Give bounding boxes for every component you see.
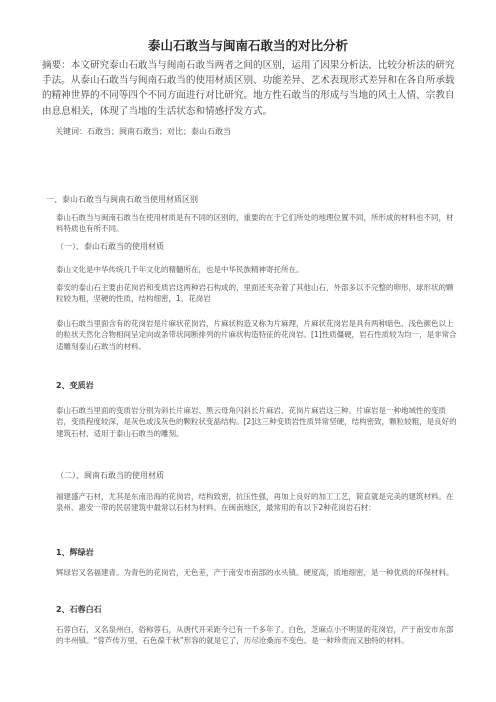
subsection-1-1-paragraph-2 <box>42 282 458 305</box>
item-b-paragraph <box>42 624 458 647</box>
paragraph: 福建盛产石材，尤其是东南沿海的花岗岩，结构致密，抗压性强，再加上良好的加工工艺，简直就是完美的建筑材料。在泉州、惠安一带的民居建筑中最常以石材为材料。在闽南地区，最常用的有以下2种花岗岩石材： <box>56 492 454 513</box>
paragraph: 泰安的泰山石主要由花岗岩和变质岩这两种岩石构成的，里面还夹杂着了其他山石，外部多以不完整的卵形，球形状的颗粒较为粗，坚硬的性质，结构细密，1、花岗岩 <box>56 283 454 304</box>
paragraph: 石蓉白石，又名泉州白，俗称蓉石，从唐代开采距今已有一千多年了。白色，芝麻点小不明显的花岗岩，产于南安市东部的丰州镇。“蓉芦传万里，石色葆千秋”形容的就是它了，历尽沧桑而不变色。是一种珍贵而又独特的材料。 <box>56 625 454 646</box>
paragraph: 泰山石敢当与闽南石敢当在使用材质是有不同的区别的，重要的在于它们所处的地理位置不同，所形成的材料也不同，材料特质也有所不同。 <box>56 213 454 234</box>
subsection-1-1 <box>42 241 458 253</box>
item-b-heading-block <box>42 604 458 616</box>
document-title: 泰山石敢当与闽南石敢当的对比分析 <box>147 38 348 53</box>
subsection-1-2 <box>42 470 458 482</box>
keywords: 关键词：石敢当；闽南石敢当；对比；泰山石敢当 <box>55 127 231 136</box>
subsection-1-1-heading: （一）、泰山石敢当的使用材质 <box>56 242 164 251</box>
paragraph: 泰山石敢当里面的变质岩分别为斜长片麻岩、黑云母角闪斜长片麻岩、花岗片麻岩这三种。片麻岩是一种地域性的变质岩，变质程度较深，是灰色或浅灰色的颗粒状变晶结构。[2]这三种变质岩性质异常坚硬，结构密致，颗粒较粗，是良好的建筑石材，适用于泰山石敢当的雕刻。 <box>56 406 457 438</box>
section-1-heading: 一、泰山石敢当与闽南石敢当使用材质区别 <box>46 195 198 204</box>
section-1 <box>42 194 458 206</box>
item-a-heading-block <box>42 547 458 559</box>
item-2-heading: 2、变质岩 <box>56 381 94 390</box>
item-2-paragraph <box>42 405 458 439</box>
item-b-heading: 2、石蓉白石 <box>56 605 102 614</box>
item-a-heading: 1、辉绿岩 <box>56 548 94 557</box>
section-1-paragraph <box>42 212 458 235</box>
paragraph: 辉绿岩又名福建青。为青色的花岗岩，无色差，产于南安市南部的水头镇。硬度高，质地细密，是一种优质的环保材料。 <box>56 568 454 577</box>
item-2-heading-block <box>42 380 458 392</box>
abstract: 摘要：本文研究泰山石敢当与闽南石敢当两者之间的区别，运用了因果分析法、比较分析法的研究手法。从泰山石敢当与闽南石敢当的使用材质区别、功能差异、艺术表现形式差异和在各自所承载的精神世界的不同等四个不同方面进行对比研究。地方性石敢当的形成与当地的风土人情、宗教自由息息相关，体现了当地的生活状态和情感抒发方式。 <box>42 60 455 117</box>
subsection-1-2-paragraph <box>42 491 458 514</box>
subsection-1-1-paragraph-1 <box>42 264 458 275</box>
item-a-paragraph <box>42 567 458 578</box>
subsection-1-2-heading: （二）、闽南石敢当的使用材质 <box>56 471 164 480</box>
paragraph: 泰山文化是中华传统几千年文化的精髓所在，也是中华民族精神寄托所在。 <box>56 265 304 274</box>
subsection-1-1-paragraph-3 <box>42 318 458 352</box>
paragraph: 泰山石敢当里面含有的花岗岩是片麻状花岗岩，片麻状构造又称为片麻理，片麻状花岗岩是具有两种暗色、浅色颜色以上的粒状天然化合物相间呈定向或条带状间断排列的片麻状构造特征的花岗岩。[1]性质僵硬，岩石性质较为均一，是非常合适雕刻泰山石敢当的材料。 <box>56 319 457 351</box>
